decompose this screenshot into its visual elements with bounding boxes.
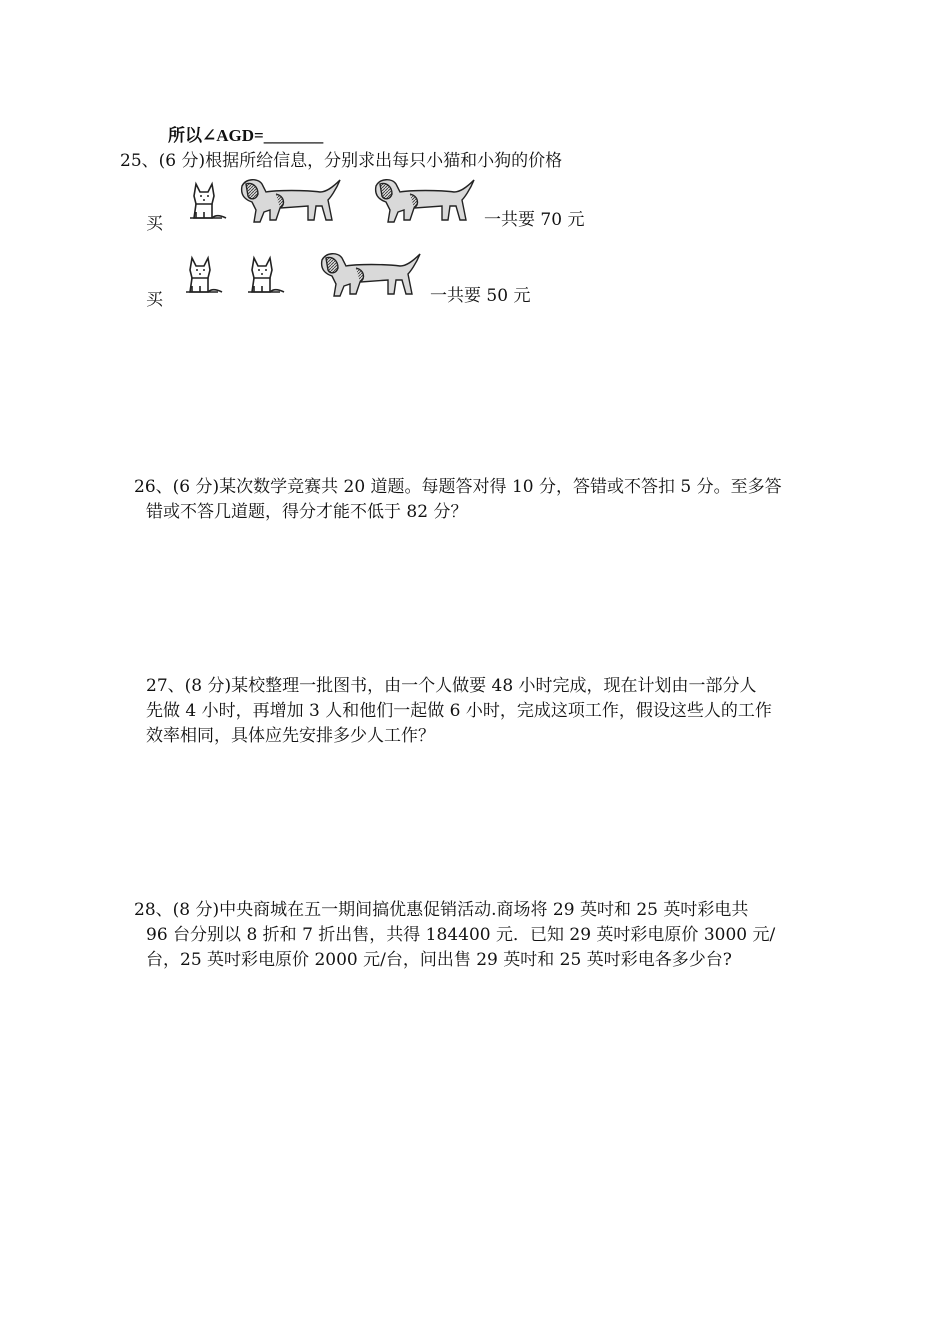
question-27-line3: 效率相同，具体应先安排多少人工作？ [146,726,435,746]
buy-label-row1: 买 [146,214,163,234]
question-25-title: 25、(6 分)根据所给信息，分别求出每只小猫和小狗的价格 [120,151,563,171]
dog-icon [316,250,426,302]
question-27-line1: 27、(8 分)某校整理一批图书，由一个人做要 48 小时完成，现在计划由一部分人 [146,676,757,696]
question-26-line2: 错或不答几道题，得分才能不低于 82 分？ [146,502,468,522]
question-26-line1: 26、(6 分)某次数学竞赛共 20 道题。每题答对得 10 分，答错或不答扣 5 分。至多答 [134,477,782,497]
question-27-line2: 先做 4 小时，再增加 3 人和他们一起做 6 小时，完成这项工作，假设这些人的工作 [146,701,772,721]
buy-label-row2: 买 [146,290,163,310]
question-28-line2: 96 台分别以 8 折和 7 折出售，共得 184400 元．已知 29 英吋彩电原价 3000 元/ [146,925,776,945]
dog-icon [370,176,480,228]
total-row2: 一共要 50 元 [430,286,531,306]
dog-icon [236,176,346,228]
total-row1: 一共要 70 元 [484,210,585,230]
angle-conclusion: 所以∠AGD=_______ [168,126,324,145]
question-28-line1: 28、(8 分)中央商城在五一期间搞优惠促销活动.商场将 29 英吋和 25 英吋彩电共 [134,900,749,920]
question-28-line3: 台，25 英吋彩电原价 2000 元/台，问出售 29 英吋和 25 英吋彩电各多少台? [146,950,732,970]
cat-icon [182,178,240,224]
cat-icon [240,252,298,298]
cat-icon [178,252,236,298]
